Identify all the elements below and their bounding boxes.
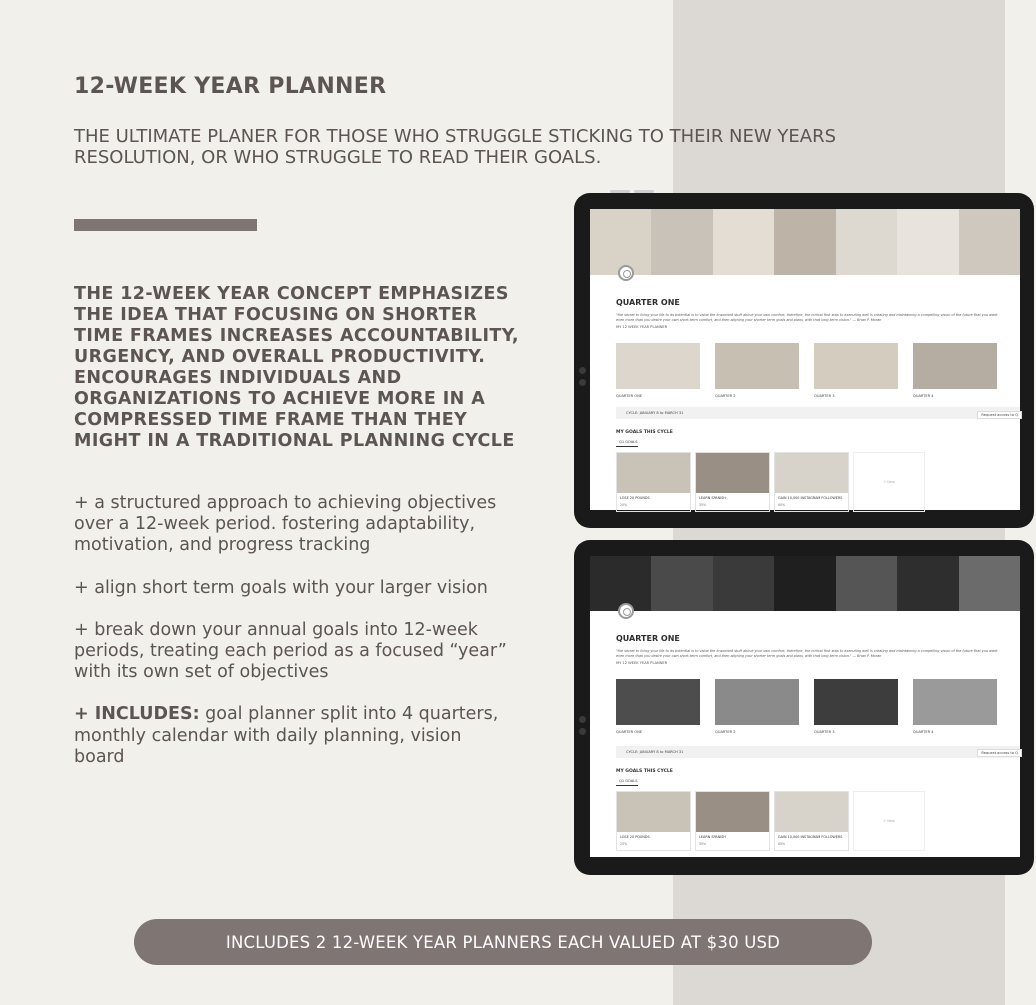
planner-screen: [590, 209, 1020, 510]
tablet-button: [610, 190, 630, 193]
cover-image: [590, 209, 1020, 275]
quarter-title: QUARTER ONE: [616, 298, 680, 307]
goal-card[interactable]: [695, 791, 770, 851]
includes-text: goal planner split into 4 quarters, monthly calendar with daily planning, vision board: [74, 704, 499, 767]
planner-screen: [590, 556, 1020, 857]
page-subtitle: THE ULTIMATE PLANER FOR THOSE WHO STRUGGLE STICKING TO THEIR NEW YEARS RESOLUTION, OR WHO STRUGGLE TO READ THEIR GOALS.: [74, 126, 837, 168]
goal-label: GAIN 10,000 INSTAGRAM FOLLOWERS: [778, 496, 843, 500]
goals-gallery: [616, 452, 1036, 512]
goal-label: LEARN SPANISH: [699, 496, 726, 500]
quarter-card[interactable]: [913, 343, 997, 398]
tablet-button: [634, 190, 654, 193]
quarter-card[interactable]: [616, 679, 700, 734]
page-icon: [618, 265, 634, 281]
quarter-title: QUARTER ONE: [616, 634, 680, 643]
cycle-callout: CYCLE: JANUARY 8 to MARCH 31: [616, 746, 1020, 758]
goal-progress: 60%: [778, 503, 786, 507]
goal-card[interactable]: [616, 791, 691, 851]
goal-progress: 60%: [778, 842, 786, 846]
feature-item: + break down your annual goals into 12-week periods, treating each period as a focused “year” with its own set of objectives: [74, 619, 507, 683]
goals-gallery: [616, 791, 1036, 851]
quarter-label: QUARTER 4: [913, 730, 934, 734]
goal-card[interactable]: [616, 452, 691, 512]
goal-label: GAIN 10,000 INSTAGRAM FOLLOWERS: [778, 835, 843, 839]
feature-item: + align short term goals with your larger vision: [74, 577, 488, 598]
page-icon: [618, 603, 634, 619]
quarter-card[interactable]: [814, 343, 898, 398]
divider-bar: [74, 219, 257, 231]
quarter-gallery: [616, 343, 1016, 398]
feature-list: [74, 493, 514, 789]
tablet-camera: [579, 728, 586, 735]
quarter-card[interactable]: [715, 343, 799, 398]
quarter-gallery: [616, 679, 1016, 734]
quarter-card[interactable]: [913, 679, 997, 734]
tablet-camera: [579, 367, 586, 374]
includes-item: [74, 704, 514, 768]
quarter-label: QUARTER 3: [814, 730, 835, 734]
goal-progress: 35%: [699, 842, 707, 846]
new-goal-button[interactable]: + New: [853, 791, 925, 851]
cycle-callout: CYCLE: JANUARY 8 to MARCH 31: [616, 407, 1020, 419]
goal-card[interactable]: [774, 791, 849, 851]
quarter-card[interactable]: [814, 679, 898, 734]
goal-progress: 35%: [699, 503, 707, 507]
goals-heading: MY GOALS THIS CYCLE: [616, 430, 673, 435]
quarter-label: QUARTER 3: [814, 394, 835, 398]
concept-paragraph: THE 12-WEEK YEAR CONCEPT EMPHASIZES THE IDEA THAT FOCUSING ON SHORTER TIME FRAMES INCREASES ACCOUNTABILITY, URGENCY, AND OVERALL PRODUCTIVITY. ENCOURAGES INDIVIDUALS AND ORGANIZATIONS TO ACHIEVE MORE IN A COMPRESSED TIME FRAME THAN THEY MIGHT IN A TRADITIONAL PLANNING CYCLE: [74, 284, 519, 451]
goal-label: LOSE 20 POUNDS: [620, 496, 650, 500]
tablet-camera: [579, 379, 586, 386]
goal-progress: 20%: [620, 503, 628, 507]
planner-link[interactable]: MY 12 WEEK YEAR PLANNER: [616, 661, 668, 665]
tablet-mockup-light: [574, 193, 1034, 528]
request-access-button[interactable]: Request access to Q: [977, 749, 1022, 757]
quarter-card[interactable]: [616, 343, 700, 398]
quarter-label: QUARTER 2: [715, 730, 736, 734]
new-goal-button[interactable]: + New: [853, 452, 925, 512]
quarter-label: QUARTER ONE: [616, 394, 643, 398]
quarter-label: QUARTER ONE: [616, 730, 643, 734]
goal-label: LEARN SPANISH: [699, 835, 726, 839]
quarter-label: QUARTER 2: [715, 394, 736, 398]
offer-banner: INCLUDES 2 12-WEEK YEAR PLANNERS EACH VALUED AT $30 USD: [134, 919, 872, 965]
feature-item: + a structured approach to achieving objectives over a 12-week period. fostering adaptability, motivation, and progress tracking: [74, 493, 497, 556]
quote-text: "the secret to living your life to its potential is to value the important stuff above your own comfort. therefore, the critical first step to executing well is creating and maintaining a compelling vision of the future that you want even more than you desire your own short-term comfort, and then aligning your shorter term goals and plans, with that long-term vision." — Brian P. Moran: [616, 313, 998, 322]
quarter-label: QUARTER 4: [913, 394, 934, 398]
tab-q1-goals[interactable]: Q1 GOALS: [616, 779, 638, 786]
quarter-card[interactable]: [715, 679, 799, 734]
tablet-mockup-dark: [574, 540, 1034, 875]
includes-label: + INCLUDES:: [74, 704, 200, 725]
request-access-button[interactable]: Request access to Q: [977, 411, 1022, 419]
goal-card[interactable]: [695, 452, 770, 512]
goal-card[interactable]: [774, 452, 849, 512]
goals-heading: MY GOALS THIS CYCLE: [616, 769, 673, 774]
planner-link[interactable]: MY 12 WEEK YEAR PLANNER: [616, 325, 668, 329]
goal-progress: 20%: [620, 842, 628, 846]
tab-q1-goals[interactable]: Q1 GOALS: [616, 440, 638, 447]
quote-text: "the secret to living your life to its potential is to value the important stuff above your own comfort. therefore, the critical first step to executing well is creating and maintaining a compelling vision of the future that you want even more than you desire your own short-term comfort, and then aligning your shorter term goals and plans, with that long-term vision." — Brian P. Moran: [616, 649, 998, 658]
cover-image: [590, 556, 1020, 611]
goal-label: LOSE 20 POUNDS: [620, 835, 650, 839]
tablet-camera: [579, 716, 586, 723]
page-title: 12-WEEK YEAR PLANNER: [74, 74, 387, 99]
